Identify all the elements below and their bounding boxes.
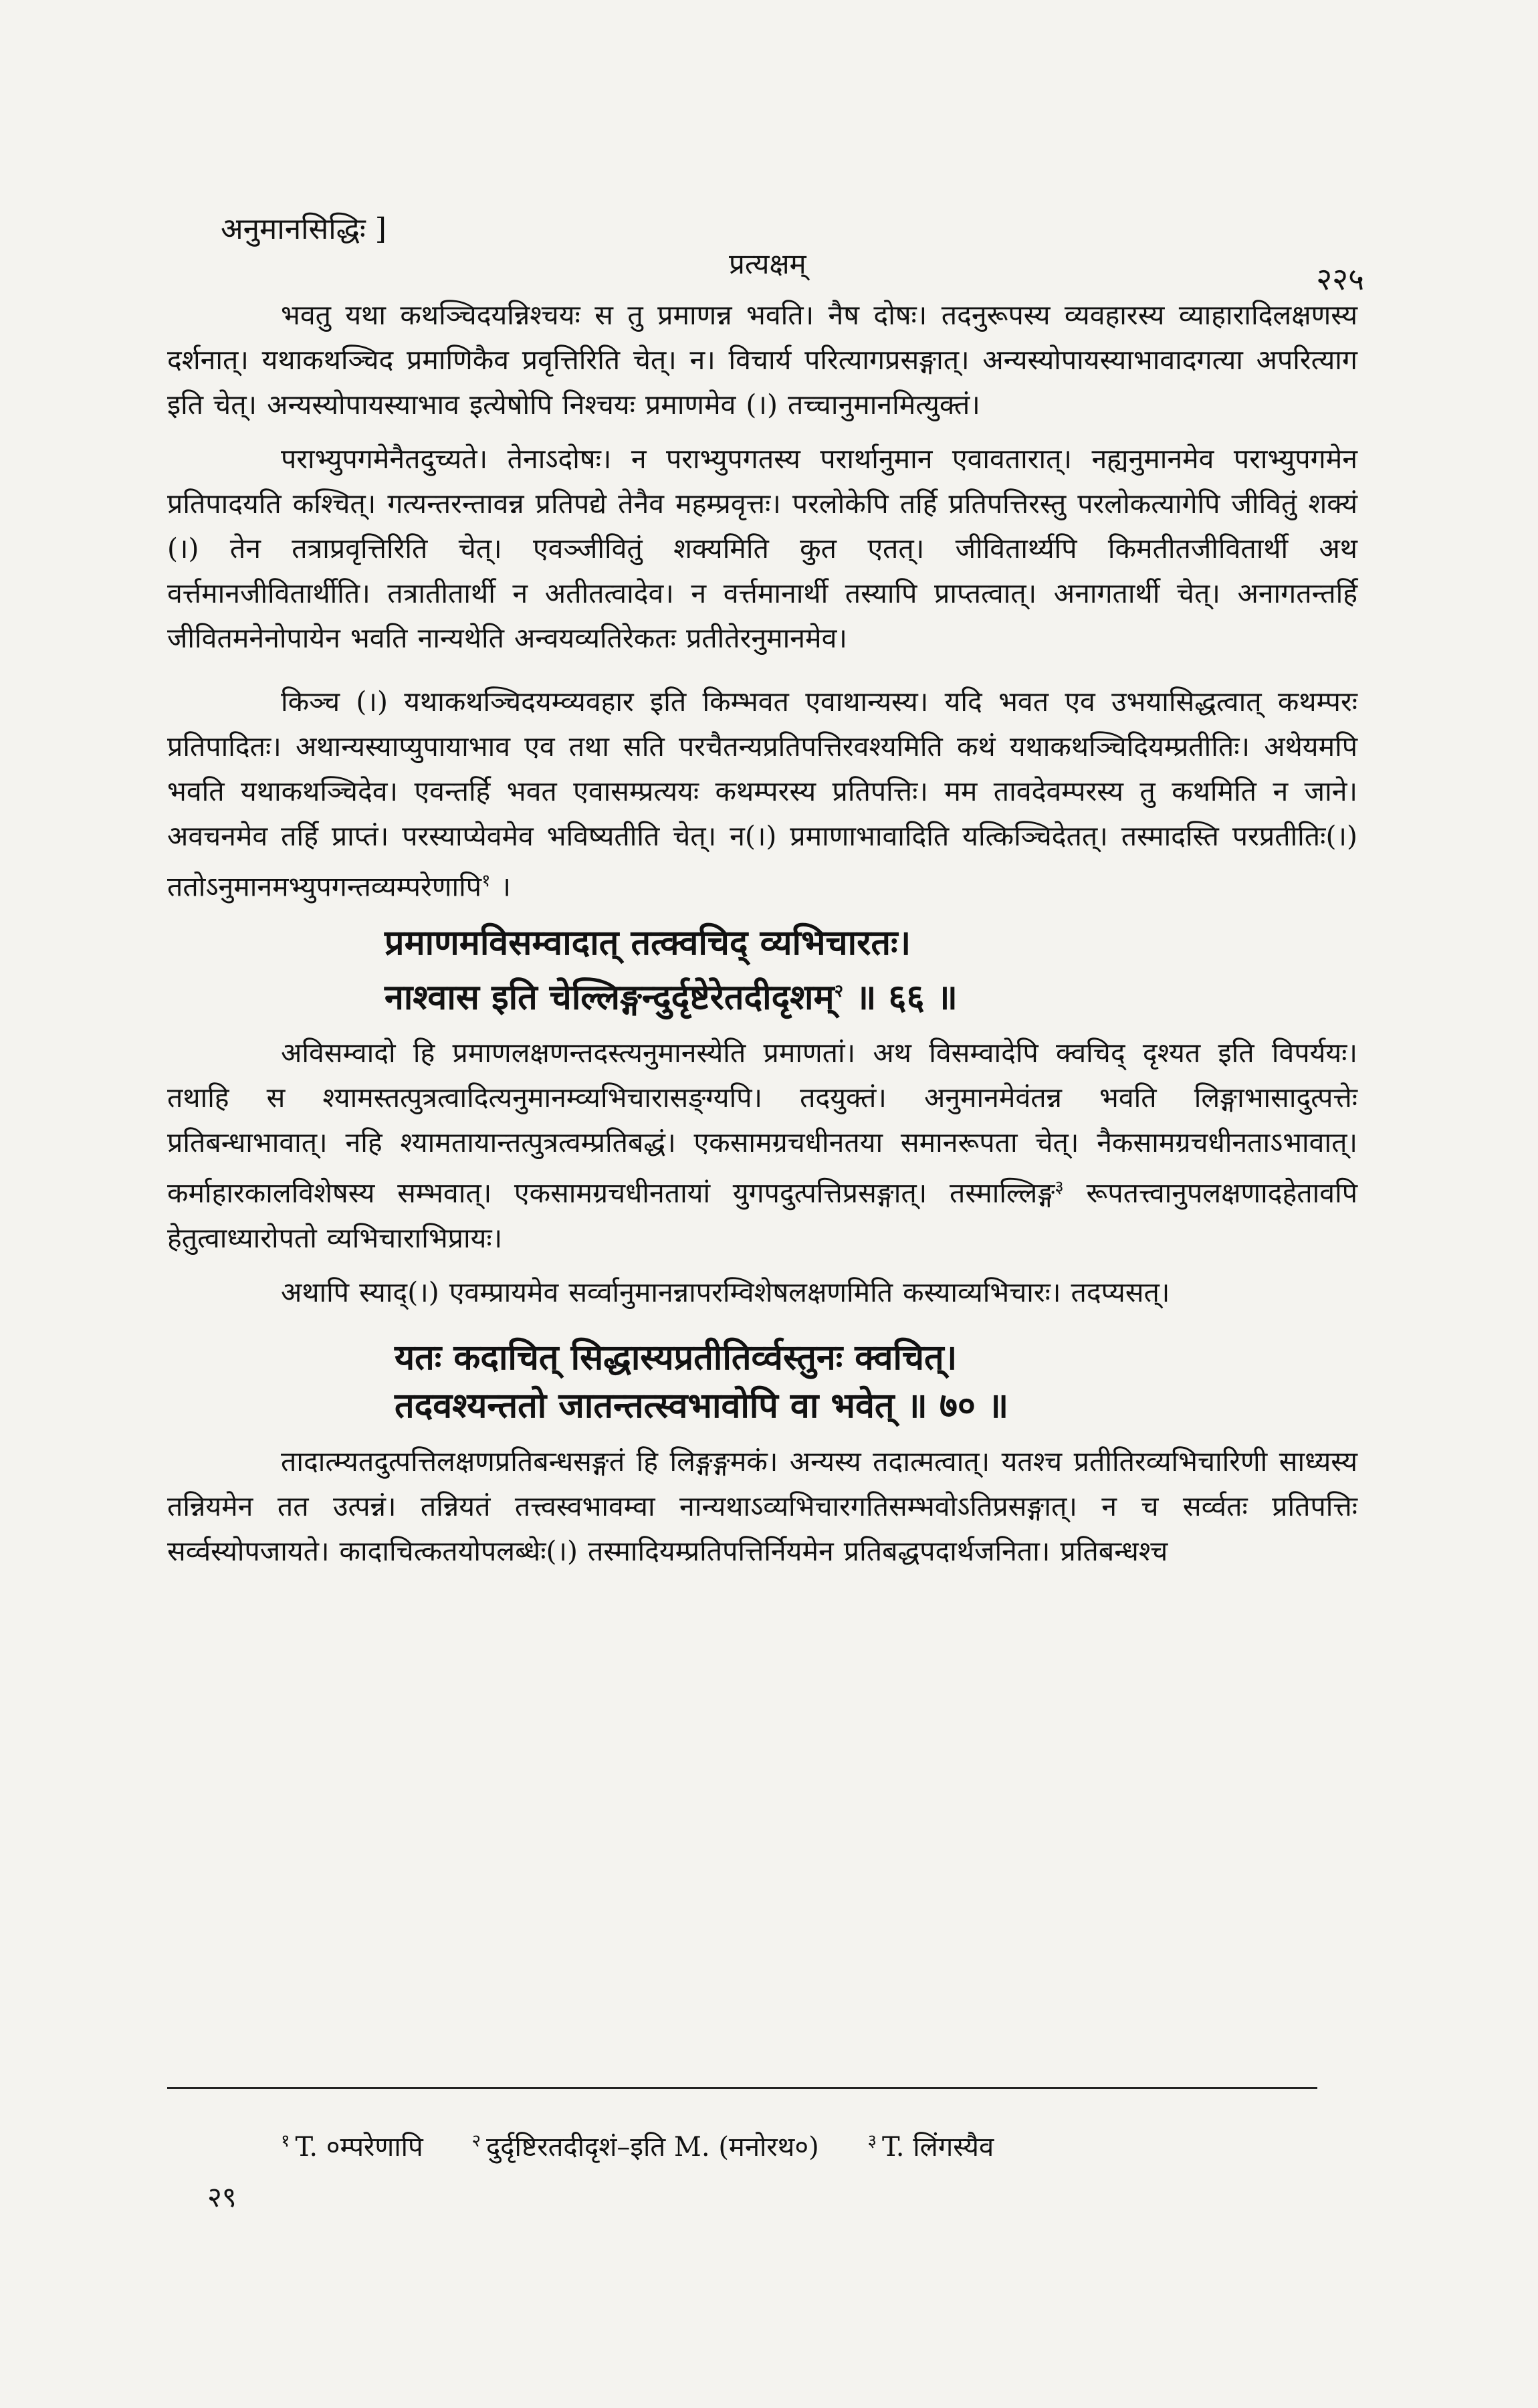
page-header <box>167 194 1364 297</box>
footnote-3-text: T. लिंगस्यैव <box>881 2132 994 2163</box>
footnote-3 <box>867 2127 994 2164</box>
footnote-1-mark: १ <box>281 2130 290 2151</box>
verse-70-line-2: तदवश्यन्ततो जातन्तत्स्वभावोपि वा भवेत् ॥ ७० ॥ <box>395 1385 1009 1426</box>
footnote-marker-3: ३ <box>1055 1177 1064 1197</box>
footnote-divider <box>167 2087 1317 2089</box>
paragraph-4-end: रूपतत्त्वानुपलक्षणादहेतावपि हेतुत्वाध्यारोपतो व्यभिचाराभिप्रायः। <box>167 1177 1357 1254</box>
signature-mark: २९ <box>207 2181 237 2213</box>
page-body <box>167 293 1357 1574</box>
verse-number-69: ॥ ६६ ॥ <box>843 976 958 1017</box>
page-number: २२५ <box>1316 261 1364 297</box>
footnote-2 <box>471 2127 818 2164</box>
verse-69-line-2-text: नाश्वास इति चेल्लिङ्गन्दुर्दृष्टेरेतदीदृशम् <box>384 976 835 1017</box>
footnotes <box>281 2127 1324 2164</box>
footnote-1-text: T. ०म्परेणापि <box>295 2132 423 2163</box>
footnote-marker-1: १ <box>481 871 491 891</box>
paragraph-6: तादात्म्यतदुत्पत्तिलक्षणप्रतिबन्धसङ्गतं हि लिङ्गङ्गमकं। अन्यस्य तदात्मत्वात्। यतश्च प्रतीतिरव्यभिचारिणी साध्यस्य तन्नियमेन तत उत्पन्नं। तन्नियतं तत्त्वस्वभावम्वा नान्यथाऽव्यभिचारगतिसम्भवोऽतिप्रसङ्गात्। न च सर्व्वतः प्रतिपत्तिः सर्व्वस्योपजायते। कादाचित्कतयोपलब्धेः(।) तस्मादियम्प्रतिपत्तिर्नियमेन प्रतिबद्धपदार्थजनिता। प्रतिबन्धश्च <box>167 1445 1357 1567</box>
paragraph-3 <box>167 680 1357 910</box>
footnote-3-mark: ३ <box>867 2130 877 2151</box>
running-head-chapter: प्रत्यक्षम् <box>729 247 806 280</box>
footnote-1 <box>281 2127 423 2164</box>
verse-69-line-1: प्रमाणमविसम्वादात् तत्क्वचिद् व्यभिचारतः। <box>384 922 911 963</box>
paragraph-3-end: । <box>490 870 512 903</box>
paragraph-4 <box>167 1031 1357 1261</box>
paragraph-1: भवतु यथा कथञ्चिदयन्निश्चयः स तु प्रमाणन्न भवति। नैष दोषः। तदनुरूपस्य व्यवहारस्य व्याहारादिलक्षणस्य दर्शनात्। यथाकथञ्चिद प्रमाणिकैव प्रवृत्तिरिति चेत्। न। विचार्य परित्यागप्रसङ्गात्। अन्यस्योपायस्याभावादगत्या अपरित्याग इति चेत्। अन्यस्योपायस्याभाव इत्येषोपि निश्चयः प्रमाणमेव (।) तच्चानुमानमित्युक्तं। <box>167 299 1357 421</box>
paragraph-3-text: किञ्च (।) यथाकथञ्चिदयम्व्यवहार इति किम्भवत एवाथान्यस्य। यदि भवत एव उभयासिद्धत्वात् कथम्परः प्रतिपादितः। अथान्यस्याप्युपायाभाव एव तथा सति परचैतन्यप्रतिपत्तिरवश्यमिति कथं यथाकथञ्चिदियम्प्रतीतिः। अथेयमपि भवति यथाकथञ्चिदेव। एवन्तर्हि भवत एवासम्प्रत्ययः कथम्परस्य प्रतिपत्तिः। मम तावदेवम्परस्य तु कथमिति न जाने। अवचनमेव तर्हि प्राप्तं। परस्याप्येवमेव भविष्यतीति चेत्। न(।) प्रमाणाभावादिति यत्किञ्चिदेतत्। तस्मादस्ति परप्रतीतिः(।) ततोऽनुमानमभ्युपगन्तव्यम्परेणापि <box>167 686 1357 903</box>
footnote-2-mark: २ <box>471 2130 481 2151</box>
verse-69-line-2 <box>167 967 1357 1021</box>
paragraph-4-text: अविसम्वादो हि प्रमाणलक्षणन्तदस्त्यनुमानस्येति प्रमाणतां। अथ विसम्वादेपि क्वचिद् दृश्यत इति विपर्ययः। तथाहि स श्यामस्तत्पुत्रत्वादित्यनुमानम्व्यभिचारासङ्ग्यपि। तदयुक्तं। अनुमानमेवंतन्न भवति लिङ्गाभासादुत्पत्तेः प्रतिबन्धाभावात्। नहि श्यामतायान्तत्पुत्रत्वम्प्रतिबद्धं। एकसामग्रचधीनतया समानरूपता चेत्। नैकसामग्रचधीनताऽभावात्। कर्माहारकालविशेषस्य सम्भवात्। एकसामग्रचधीनतायां युगपदुत्पत्तिप्रसङ्गात्। तस्माल्लिङ्ग <box>167 1036 1357 1209</box>
footnote-marker-2: २ <box>834 981 844 1001</box>
running-head-section: अनुमानसिद्धिः ] <box>221 212 387 246</box>
paragraph-5: अथापि स्याद्(।) एवम्प्रायमेव सर्व्वानुमानन्नापरम्विशेषलक्षणमिति कस्याव्यभिचारः। तदप्यसत्। <box>281 1276 1170 1308</box>
verse-70-line-1: यतः कदाचित् सिद्धास्यप्रतीतिर्व्वस्तुनः क्वचित्। <box>395 1336 958 1378</box>
paragraph-2: पराभ्युपगमेनैतदुच्यते। तेनाऽदोषः। न पराभ्युपगतस्य परार्थानुमान एवावतारात्। नह्यनुमानमेव पराभ्युपगमेन प्रतिपादयति कश्चित्। गत्यन्तरन्तावन्न प्रतिपद्ये तेनैव महम्प्रवृत्तः। परलोकेपि तर्हि प्रतिपत्तिरस्तु परलोकत्यागेपि जीवितुं शक्यं (।) तेन तत्राप्रवृत्तिरिति चेत्। एवञ्जीवितुं शक्यमिति कुत एतत्। जीवितार्थ्यपि किमतीतजीवितार्थी अथ वर्त्तमानजीवितार्थीति। तत्रातीतार्थी न अतीतत्वादेव। न वर्त्तमानार्थी तस्यापि प्राप्तत्वात्। अनागतार्थी चेत्। अनागतन्तर्हि जीवितमनेनोपायेन भवति नान्यथेति अन्वयव्यतिरेकतः प्रतीतेरनुमानमेव। <box>167 443 1357 654</box>
footnote-2-text: दुर्दृष्टिरतदीदृशं–इति M. (मनोरथ०) <box>486 2132 819 2163</box>
